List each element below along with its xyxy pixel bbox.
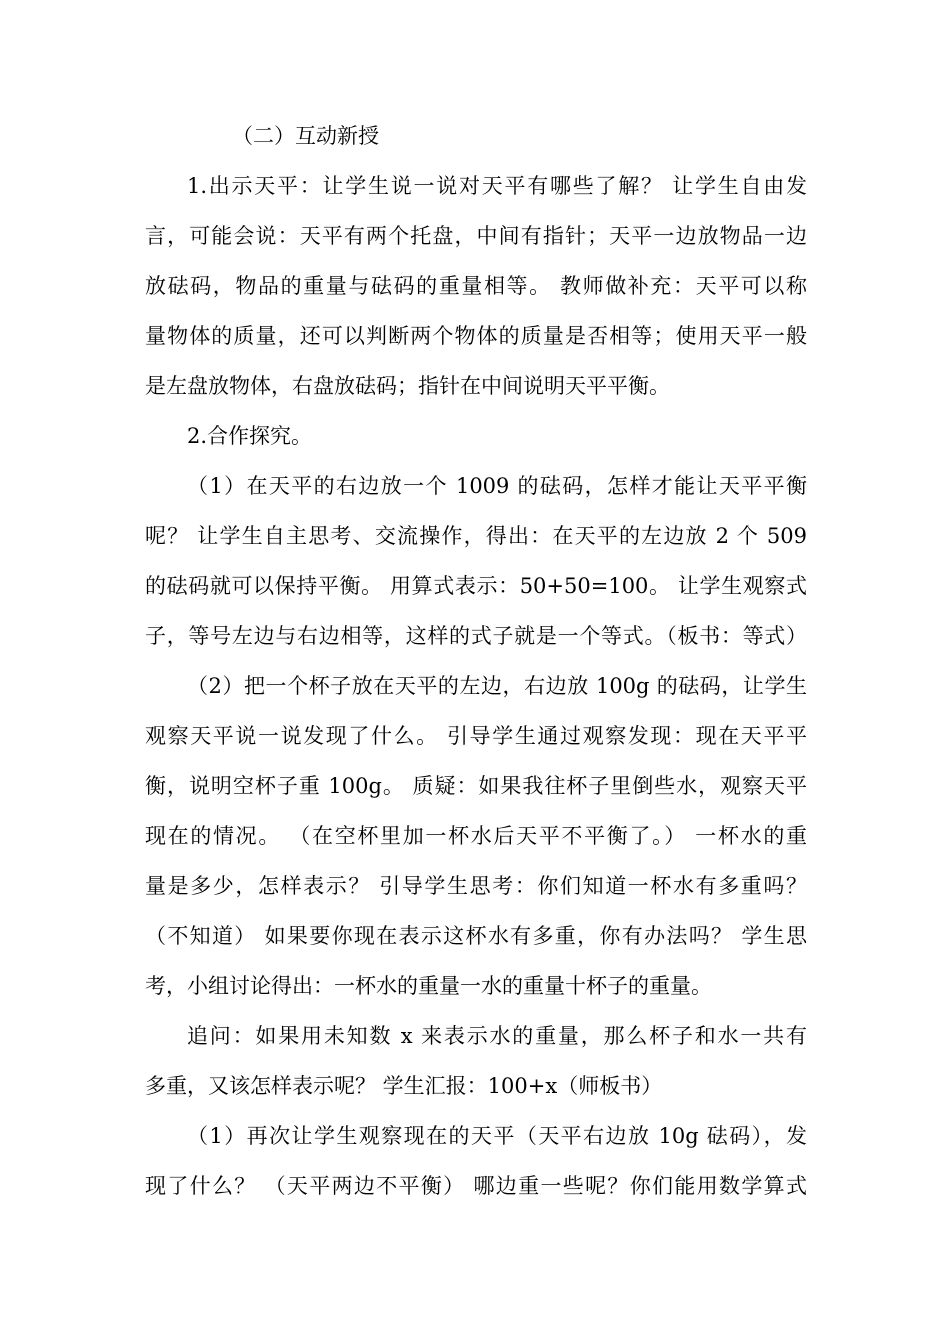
- paragraph-line: （2）把一个杯子放在天平的左边，右边放 100g 的砝码，让学生: [187, 674, 807, 698]
- paragraph-line: 1.出示天平：让学生说一说对天平有哪些了解？ 让学生自由发: [187, 174, 807, 198]
- paragraph-line: 衡，说明空杯子重 100g。 质疑：如果我往杯子里倒些水，观察天平: [145, 774, 807, 798]
- paragraph-line: （不知道） 如果要你现在表示这杯水有多重，你有办法吗？ 学生思: [145, 924, 807, 948]
- paragraph-line: （1）在天平的右边放一个 1009 的砝码，怎样才能让天平平衡: [187, 474, 807, 498]
- paragraph-line: 量物体的质量，还可以判断两个物体的质量是否相等；使用天平一般: [145, 324, 807, 348]
- paragraph-line: 是左盘放物体，右盘放砝码；指针在中间说明天平平衡。: [145, 374, 670, 398]
- paragraph-line: 子，等号左边与右边相等，这样的式子就是一个等式。（板书：等式）: [145, 624, 807, 648]
- paragraph-line: 的砝码就可以保持平衡。 用算式表示：50+50=100。 让学生观察式: [145, 574, 807, 598]
- paragraph-line: 考，小组讨论得出：一杯水的重量一水的重量十杯子的重量。: [145, 974, 712, 998]
- paragraph-line: 现在的情况。 （在空杯里加一杯水后天平不平衡了。） 一杯水的重: [145, 824, 807, 848]
- section-heading: （二）互动新授: [232, 124, 379, 148]
- paragraph-line: 放砝码，物品的重量与砝码的重量相等。 教师做补充：天平可以称: [145, 274, 807, 298]
- paragraph-line: （1）再次让学生观察现在的天平（天平右边放 10g 砝码），发: [187, 1124, 807, 1148]
- paragraph-line: 观察天平说一说发现了什么。 引导学生通过观察发现：现在天平平: [145, 724, 807, 748]
- paragraph-line: 呢？ 让学生自主思考、交流操作，得出：在天平的左边放 2 个 509: [145, 524, 807, 548]
- paragraph-line: 追问：如果用未知数 x 来表示水的重量，那么杯子和水一共有: [187, 1024, 807, 1048]
- paragraph-line: 多重，又该怎样表示呢？ 学生汇报：100+x（师板书）: [145, 1074, 663, 1098]
- paragraph-line: 言，可能会说：天平有两个托盘，中间有指针；天平一边放物品一边: [145, 224, 807, 248]
- paragraph-line: 现了什么？ （天平两边不平衡） 哪边重一些呢？你们能用数学算式: [145, 1174, 807, 1198]
- paragraph-line: 量是多少，怎样表示？ 引导学生思考：你们知道一杯水有多重吗？: [145, 874, 807, 898]
- paragraph-line: 2.合作探究。: [187, 424, 313, 448]
